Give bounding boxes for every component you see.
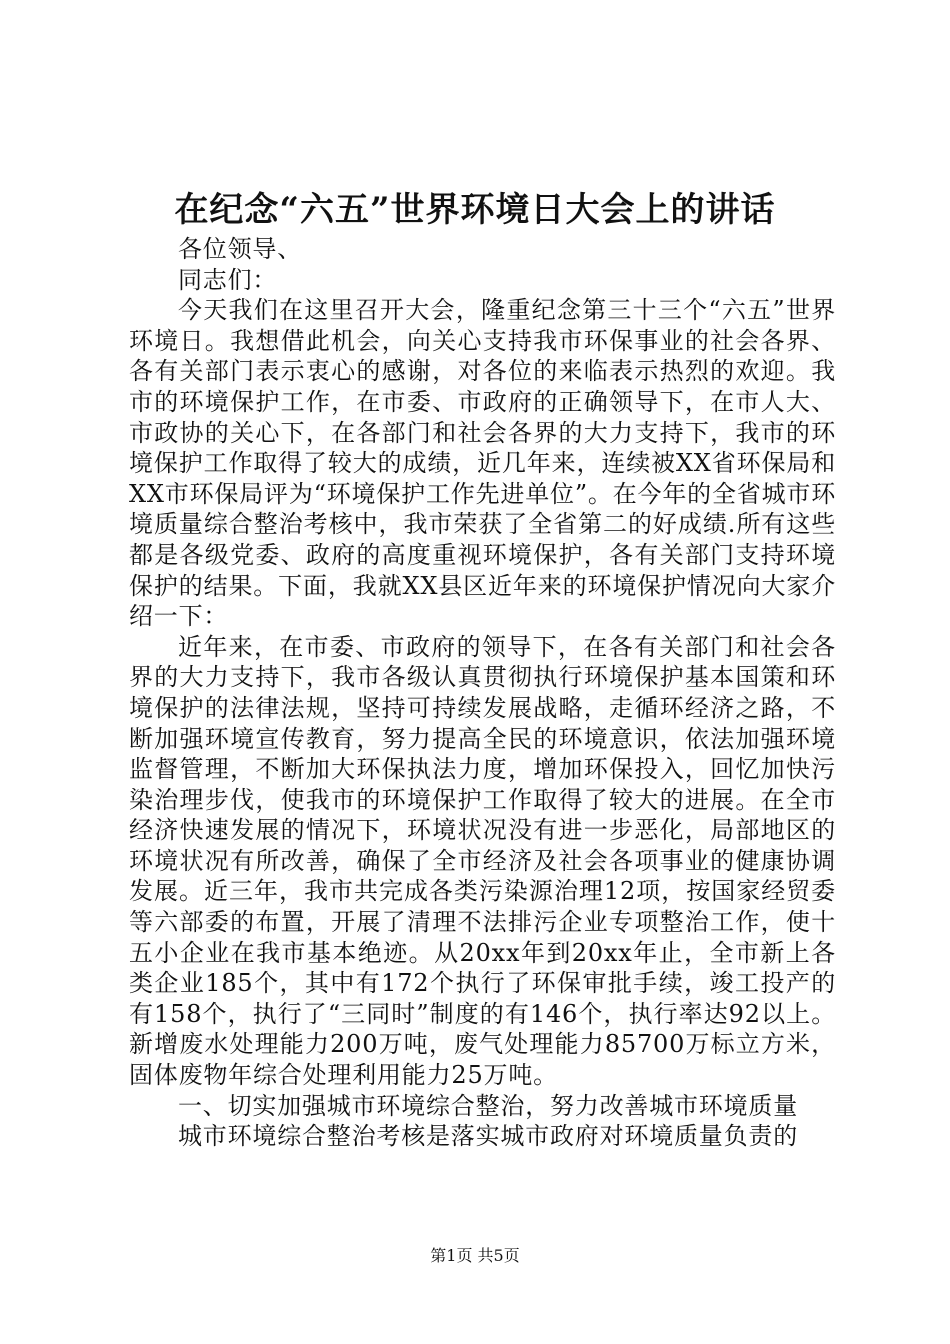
- section-heading: 一、切实加强城市环境综合整治，努力改善城市环境质量: [178, 1091, 798, 1120]
- paragraph-progress: 近年来，在市委、市政府的领导下，在各有关部门和社会各界的大力支持下，我市各级认真贯彻执行环境保护基本国策和环境保护的法律法规，坚持可持续发展战略，走循环经济之路，不断加强环境宣传教育，努力提高全民的环境意识，依法加强环境监督管理，不断加大环保执法力度，增加环保投入，回忆加快污染治理步伐，使我市的环境保护工作取得了较大的进展。在全市经济快速发展的情况下，环境状况没有进一步恶化，局部地区的环境状况有所改善，确保了全市经济及社会各项事业的健康协调发展。近三年，我市共完成各类污染源治理12项，按国家经贸委等六部委的布置，开展了清理不法排污企业专项整治工作，使十五小企业在我市基本绝迹。从20xx年到20xx年止，全市新上各类企业185个，其中有172个执行了环保审批手续，竣工投产的有158个，执行了“三同时”制度的有146个，执行率达92以上。新增废水处理能力200万吨，废气处理能力85700万标立方米，固体废物年综合处理利用能力25万吨。: [129, 632, 836, 1090]
- paragraph-opening: 今天我们在这里召开大会，隆重纪念第三十三个“六五”世界环境日。我想借此机会，向关心支持我市环保事业的社会各界、各有关部门表示衷心的感谢，对各位的来临表示热烈的欢迎。我市的环境保护工作，在市委、市政府的正确领导下，在市人大、市政协的关心下，在各部门和社会各界的大力支持下，我市的环境保护工作取得了较大的成绩，近几年来，连续被XX省环保局和XX市环保局评为“环境保护工作先进单位”。在今年的全省城市环境质量综合整治考核中，我市荣获了全省第二的好成绩.所有这些都是各级党委、政府的高度重视环境保护，各有关部门支持环境保护的结果。下面，我就XX县区近年来的环境保护情况向大家介绍一下：: [129, 296, 836, 631]
- document-title: 在纪念“六五”世界环境日大会上的讲话: [174, 190, 776, 230]
- page-footer: 第1页 共5页: [430, 1246, 520, 1265]
- paragraph-section-start: 城市环境综合整治考核是落实城市政府对环境质量负责的: [178, 1122, 798, 1151]
- document-body: [129, 234, 836, 1152]
- salutation-leaders: 各位领导、: [178, 235, 302, 263]
- salutation-comrades: 同志们：: [178, 265, 278, 294]
